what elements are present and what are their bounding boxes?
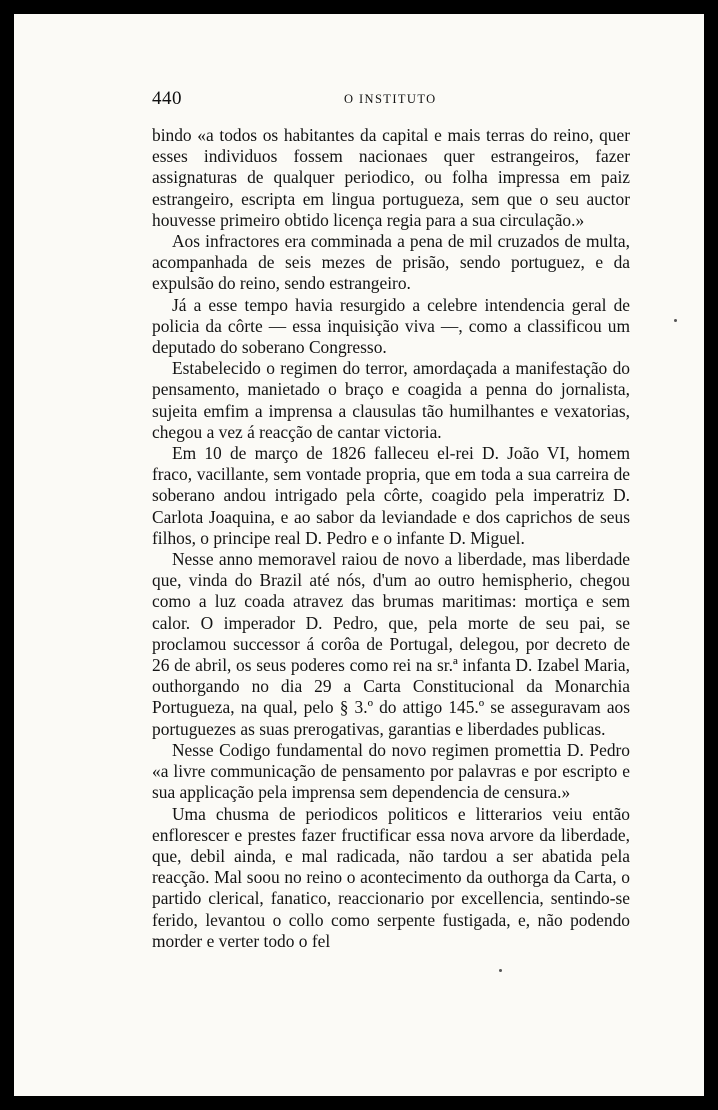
paragraph: Já a esse tempo havia resurgido a celebre intendencia geral de policia da côrte — essa inquisição viva —, como a classificou um deputado do soberano Congresso. [152, 294, 630, 358]
page-number: 440 [152, 88, 182, 109]
paragraph: Uma chusma de periodicos politicos e litterarios veiu então enflorescer e prestes fazer fructificar essa nova arvore da liberdade, que, debil ainda, e mal radicada, não tardou a ser abatida pela reacção. Mal soou no reino o acontecimento da outhorga da Carta, o partido clerical, fanatico, reaccionario por excellencia, sentindo-se ferido, levantou o collo como serpente fustigada, e, não podendo morder e verter todo o fel [152, 803, 630, 951]
paragraph: Em 10 de março de 1826 falleceu el-rei D. João VI, homem fraco, vacillante, sem vontade propria, que em toda a sua carreira de soberano andou intrigado pela côrte, coagido pela imperatriz D. Carlota Joaquina, e ao sabor da leviandade e dos caprichos de seus filhos, o principe real D. Pedro e o infante D. Miguel. [152, 443, 630, 548]
running-title: O INSTITUTO [344, 92, 437, 106]
speck-mark [674, 319, 677, 322]
paragraph: Nesse anno memoravel raiou de novo a liberdade, mas liberdade que, vinda do Brazil até nós, d'um ao outro hemispherio, chegou como a luz coada atravez das brumas maritimas: mortiça e sem calor. O imperador D. Pedro, que, pela morte de seu pai, se proclamou successor á corôa de Portugal, delegou, por decreto de 26 de abril, os seus poderes como rei na sr.ª infanta D. Izabel Maria, outhorgando no dia 29 a Carta Constitucional da Monarchia Portugueza, na qual, pelo § 3.º do attigo 145.º se asseguravam aos portuguezes as suas prerogativas, garantias e liberdades publicas. [152, 549, 630, 739]
body-text [152, 125, 630, 952]
book-page [14, 14, 704, 1096]
paragraph: Aos infractores era comminada a pena de mil cruzados de multa, acompanhada de seis mezes de prisão, sendo portuguez, e da expulsão do reino, sendo estrangeiro. [152, 231, 630, 294]
paragraph: Nesse Codigo fundamental do novo regimen promettia D. Pedro «a livre communicação de pensamento por palavras e por escripto e sua applicação pela imprensa sem dependencia de censura.» [152, 739, 630, 803]
page-header [152, 88, 640, 118]
paragraph: bindo «a todos os habitantes da capital e mais terras do reino, quer esses individuos fossem nacionaes quer estrangeiros, fazer assignaturas de qualquer periodico, ou folha impressa em paiz estrangeiro, escripta em lingua portugueza, sem que o seu auctor houvesse primeiro obtido licença regia para a sua circulação.» [152, 125, 630, 230]
paragraph: Estabelecido o regimen do terror, amordaçada a manifestação do pensamento, manietado o braço e coagida a penna do jornalista, sujeita emfim a imprensa a clausulas tão humilhantes e vexatorias, chegou a vez á reacção de cantar victoria. [152, 358, 630, 442]
speck-mark [499, 969, 502, 972]
